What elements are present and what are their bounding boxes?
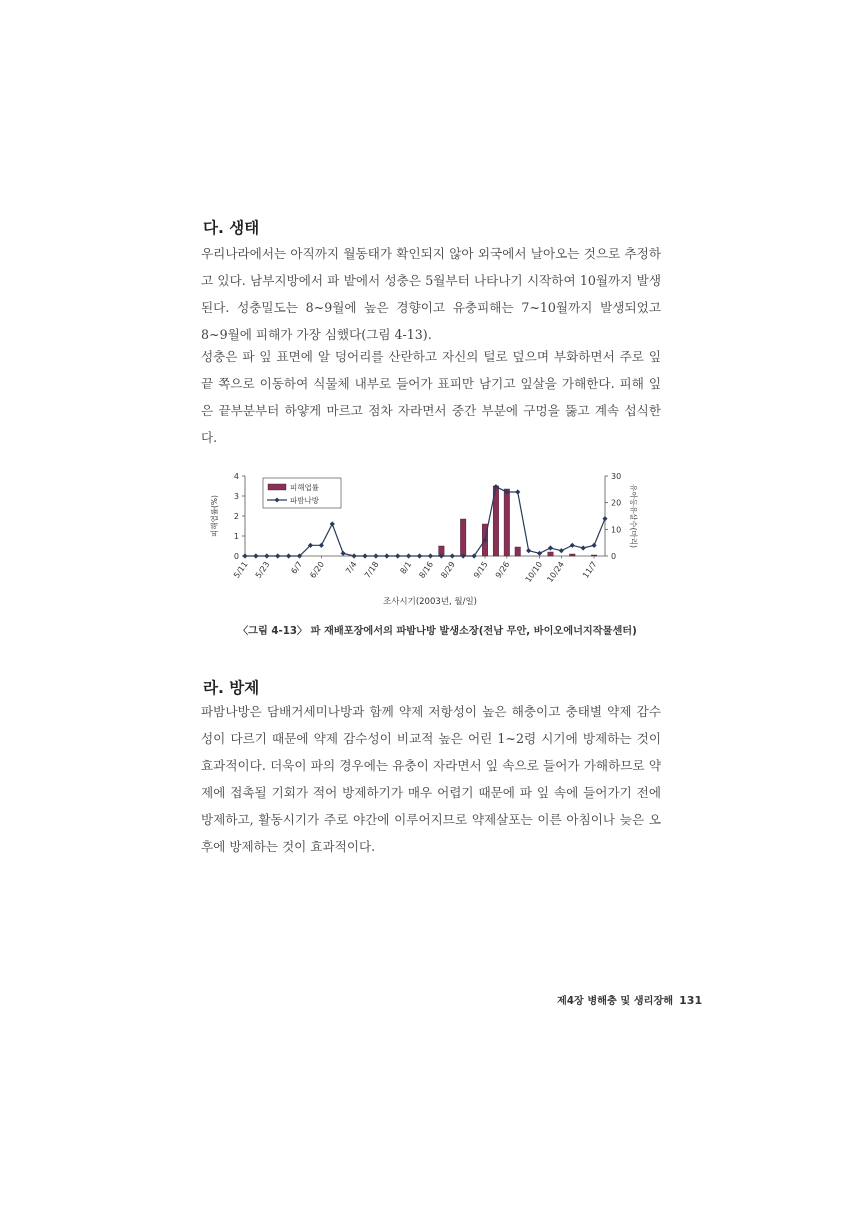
y-left-tick-label: 1 [233,532,239,541]
point-armyworm [581,545,586,550]
legend-line-label: 파밤나방 [290,496,319,505]
figure-caption: 〈그림 4-13〉 파 재배포장에서의 파밤나방 발생소장(전남 무안, 바이오에너지작물센터) [238,626,637,637]
x-tick-label: 8/1 [398,559,414,576]
point-armyworm [570,543,575,548]
y-axis-right-title: 유아등유살수(마리) [629,484,638,548]
page-footer [557,992,702,1007]
bar-damage-rate [591,555,597,556]
bar-damage-rate [548,552,554,556]
y-right-tick-label: 30 [611,472,622,481]
chapter-title: 제4장 병해충 및 생리장해 [557,996,674,1007]
point-armyworm [559,548,564,553]
y-right-tick-label: 0 [611,552,617,561]
point-armyworm [526,548,531,553]
x-tick-label: 8/29 [439,559,457,580]
point-armyworm [253,553,258,558]
point-armyworm [319,543,324,548]
x-tick-label: 5/23 [253,559,272,580]
x-axis-title: 조사시기(2003년, 월/일) [382,597,478,607]
section-heading-ecology: 다. 생태 [203,219,260,237]
y-right-tick-label: 20 [611,498,622,508]
point-armyworm [515,489,520,494]
ecology-paragraph-2: 성충은 파 잎 표면에 알 덩어리를 산란하고 자신의 털로 덮으며 부화하면서 주로 잎끝 쪽으로 이동하여 식물체 내부로 들어가 표피만 남기고 잎살을 가해한다. 피해 잎은 끝부분부터 하얗게 마르고 점차 자라면서 중간 부분에 구멍을 뚫고 계속 섭식한다. [201,349,661,445]
point-armyworm [362,553,367,558]
point-armyworm [330,521,335,526]
bar-damage-rate [504,489,510,556]
point-armyworm [537,551,542,556]
y-right-tick-label: 10 [611,525,622,535]
point-armyworm [602,516,607,521]
point-armyworm [548,545,553,550]
y-left-tick-label: 4 [233,472,239,481]
x-tick-label: 9/26 [493,559,512,580]
y-left-tick-label: 2 [233,512,239,521]
damage-and-moth-chart [205,468,660,613]
point-armyworm [341,551,346,556]
bar-damage-rate [570,554,576,556]
x-tick-label: 10/10 [523,559,545,585]
legend-bar-swatch [268,484,286,490]
x-tick-label: 10/24 [545,559,567,585]
x-tick-label: 8/16 [417,559,436,580]
page-number: 131 [679,994,703,1007]
point-armyworm [286,553,291,558]
point-armyworm [417,553,422,558]
x-tick-label: 11/7 [581,559,599,580]
x-tick-label: 7/4 [343,559,359,576]
x-tick-label: 9/15 [471,559,490,580]
y-left-tick-label: 3 [233,492,239,501]
y-axis-left-title: 피해엽률(%) [210,495,219,537]
x-tick-label: 7/18 [362,559,381,580]
point-armyworm [384,553,389,558]
x-tick-label: 6/7 [289,559,305,576]
figure-chart [205,468,660,613]
x-tick-label: 6/20 [308,559,327,580]
x-tick-label: 5/11 [231,559,250,580]
control-paragraph: 파밤나방은 담배거세미나방과 함께 약제 저항성이 높은 해충이고 충태별 약제 감수성이 다르기 때문에 약제 감수성이 비교적 높은 어린 1~2령 시기에 방제하는 것이 효과적이다. 더욱이 파의 경우에는 유충이 자라면서 잎 속으로 들어가 가해하므로 약제에 접촉될 기회가 적어 방제하기가 매우 어렵기 때문에 파 잎 속에 들어가기 전에 방제하고, 활동시기가 주로 야간에 이루어지므로 약제살포는 이른 아침이나 늦은 오후에 방제하는 것이 효과적이다. [201,704,661,854]
bar-damage-rate [460,519,466,556]
ecology-paragraph-1: 우리나라에서는 아직까지 월동태가 확인되지 않아 외국에서 날아오는 것으로 추정하고 있다. 남부지방에서 파 밭에서 성충은 5월부터 나타나기 시작하여 10월까지 발생된다. 성충밀도는 8~9월에 높은 경향이고 유충피해는 7~10월까지 발생되었고 8~9월에 피해가 가장 심했다(그림 4-13). [201,246,661,342]
point-armyworm [591,543,596,548]
section-heading-control: 라. 방제 [203,679,260,697]
point-armyworm [395,553,400,558]
legend-bar-label: 피해엽률 [290,483,319,492]
point-armyworm [275,553,280,558]
y-left-tick-label: 0 [233,552,239,561]
bar-damage-rate [515,547,521,556]
